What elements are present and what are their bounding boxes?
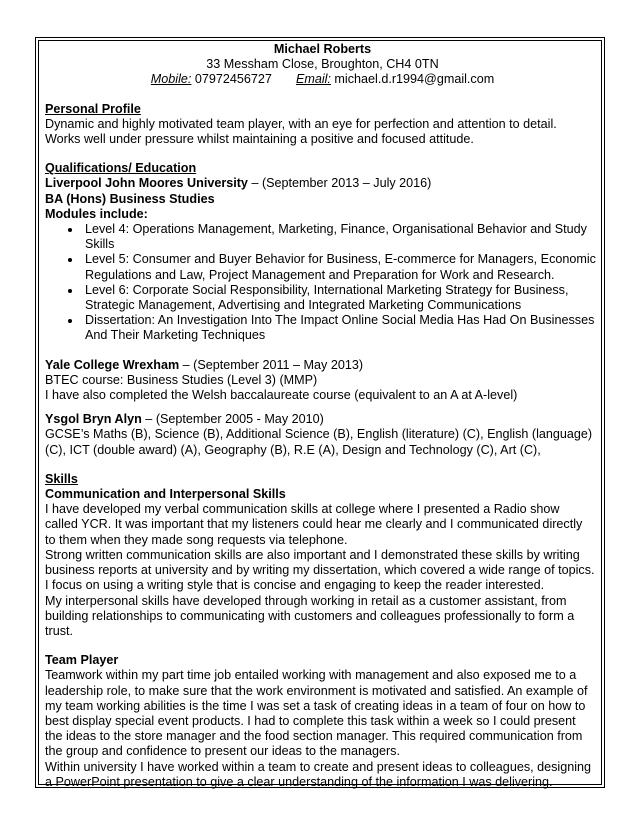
modules-heading: Modules include: [45,206,148,221]
yale-line: BTEC course: Business Studies (Level 3) (MMP) [45,372,318,387]
email-label: Email: [295,72,331,87]
comm-line: called YCR. It was important that my listeners could hear me clearly and I communicated directly [45,517,583,532]
mobile-label: Mobile: [150,72,192,87]
comm-line: building relationships to communicating with customers and colleagues professionally to form a [45,608,575,623]
comm-line: I focus on using a writing style that is concise and engaging to keep the reader interested. [45,578,545,593]
comm-line: business reports at university and by writing my dissertation, which covered a wide range of topics. [45,563,595,578]
yale-name: Yale College Wrexham [45,357,183,372]
team-line: the ideas to the store manager and the food section manager. This required communication from [45,729,583,744]
team-line: Within university I have worked within a team to create and present ideas to colleagues, designing [45,759,592,774]
candidate-name: Michael Roberts [273,42,372,56]
module-item: • Dissertation: An Investigation Into The Impact Online Social Media Has Had On Businesses And Their Marketing Techniques [82,313,600,343]
ysgol-entry [45,412,600,427]
comm-line: trust. [45,623,73,638]
team-line: best display special event products. I had to complete this task within a week so I could present [45,713,576,728]
team-line: the group and confidence to present our ideas to the managers. [45,744,400,759]
team-line: a PowerPoint presentation to give a clear understanding of the information I was delivering. [45,774,553,789]
comm-line: My interpersonal skills have developed through working in retail as a customer assistant, from [45,593,567,608]
team-line: leadership role, to make sure that the work environment is motivated and satisfied. An example of [45,683,588,698]
mobile-number: 07972456727 [191,72,272,87]
ysgol-name: Ysgol Bryn Alyn [45,412,142,427]
module-item: • Level 4: Operations Management, Marketing, Finance, Organisational Behavior and Study Skills [82,222,600,252]
modules-list [45,222,600,344]
module-item: • Level 6: Corporate Social Responsibility, International Marketing Strategy for Business, Strategic Management, Advertising and Integrated Marketing Communications [82,283,600,313]
team-line: Teamwork within my part time job entailed working with management and also exposed me to a [45,668,577,683]
education-heading: Qualifications/ Education [45,161,197,176]
profile-heading: Personal Profile [45,101,141,116]
yale-dates: – (September 2011 – May 2013) [182,357,364,372]
ljmu-dates: – (September 2013 – July 2016) [247,176,432,191]
cv-document [45,42,600,790]
skills-heading: Skills [45,471,78,486]
address: 33 Messham Close, Broughton, CH4 0TN [206,57,439,72]
yale-line: I have also completed the Welsh baccalaureate course (equivalent to an A at A-level) [45,388,518,403]
contact-line [45,72,600,87]
profile-line: Dynamic and highly motivated team player, with an eye for perfection and attention to detail. [45,116,557,131]
degree-title: BA (Hons) Business Studies [45,191,215,206]
comm-line: Strong written communication skills are also important and I demonstrated these skills by writing [45,547,580,562]
profile-line: Works well under pressure whilst maintaining a positive and focused attitude. [45,132,474,147]
ljmu-name: Liverpool John Moores University [45,176,248,191]
ysgol-line: GCSE’s Maths (B), Science (B), Additional Science (B), English (literature) (C), English (language) [45,427,593,442]
ysgol-dates: – (September 2005 - May 2010) [141,412,324,427]
email-address: michael.d.r1994@gmail.com [330,72,495,87]
ljmu-entry [45,176,600,191]
comm-line: to them when they made song requests via telephone. [45,532,348,547]
ysgol-line: (C), ICT (double award) (A), Geography (B), R.E (A), Design and Technology (C), Art (C), [45,442,541,457]
yale-entry [45,358,600,373]
communication-heading: Communication and Interpersonal Skills [45,487,286,502]
module-item: • Level 5: Consumer and Buyer Behavior for Business, E-commerce for Managers, Economic Regulations and Law, Project Management and Preparation for Work and Research. [82,252,600,282]
team-player-heading: Team Player [45,653,119,668]
team-line: my team working abilities is the time I was set a task of creating ideas in a team of four on how to [45,698,586,713]
comm-line: I have developed my verbal communication skills at college where I presented a Radio show [45,502,560,517]
